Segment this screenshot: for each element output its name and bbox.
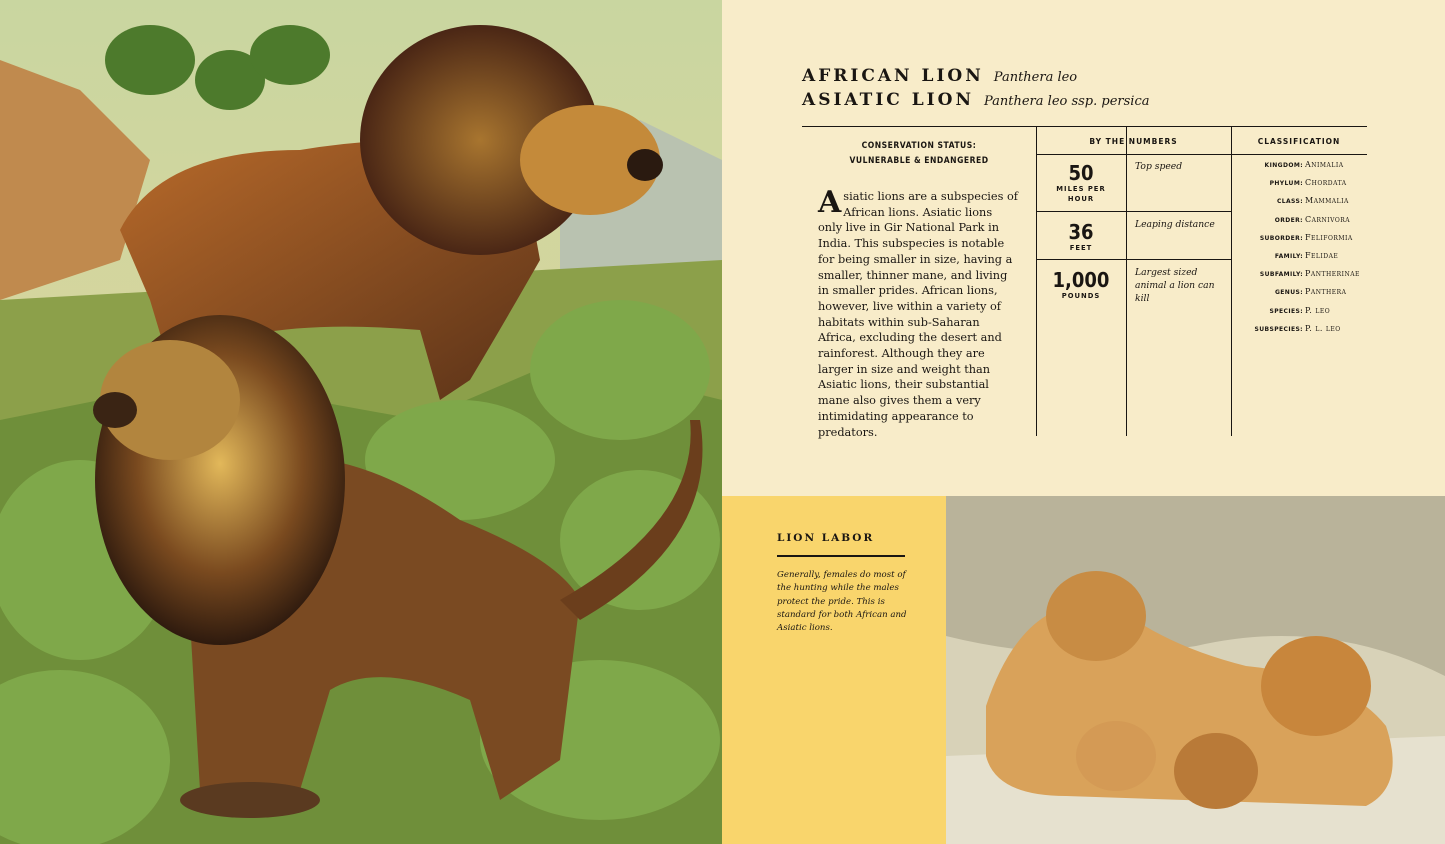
description-text xyxy=(818,185,1018,440)
class-value: Carnivora xyxy=(1305,214,1351,224)
classification-header: CLASSIFICATION xyxy=(1257,137,1341,146)
class-value: Mammalia xyxy=(1305,196,1349,206)
by-the-numbers-header: BY THE NUMBERS xyxy=(1089,137,1178,146)
class-key: SUBORDER: xyxy=(1259,234,1303,242)
stat-leap xyxy=(1036,221,1126,253)
class-suborder xyxy=(1232,233,1367,251)
stat-value: 50 xyxy=(1068,161,1094,185)
common-name: AFRICAN LION xyxy=(802,66,984,86)
row-divider xyxy=(1231,154,1367,155)
class-key: KINGDOM: xyxy=(1264,162,1303,169)
scientific-name: Panthera leo xyxy=(993,70,1078,85)
stat-desc: Largest sized animal a lion can kill xyxy=(1135,267,1215,304)
class-value: Animalia xyxy=(1305,160,1344,169)
class-value: Chordata xyxy=(1305,178,1347,188)
stat-desc: Leaping distance xyxy=(1135,219,1215,230)
class-key: PHYLUM: xyxy=(1269,180,1303,188)
row-divider xyxy=(1036,154,1231,155)
class-value: Pantherinae xyxy=(1305,269,1360,279)
class-key: FAMILY: xyxy=(1274,252,1303,260)
class-subspecies xyxy=(1232,324,1367,342)
stat-unit: FEET xyxy=(1069,244,1093,252)
class-value: P. leo xyxy=(1305,305,1331,315)
class-family xyxy=(1232,251,1367,269)
conservation-status xyxy=(802,139,1036,169)
class-phylum xyxy=(1232,178,1367,196)
conservation-status-value: VULNERABLE & ENDANGERED xyxy=(849,156,989,166)
lion-labor-box xyxy=(722,496,946,844)
stat-unit: HOUR xyxy=(1067,195,1095,203)
stat-speed xyxy=(1036,162,1126,204)
class-class xyxy=(1232,196,1367,214)
lion-labor-text: Generally, females do most of the hunting while the males protect the pride. This is standard for both African and Asiatic lions. xyxy=(777,570,907,634)
lioness-cubs-illustration xyxy=(946,496,1445,844)
class-key: GENUS: xyxy=(1274,289,1303,297)
description-body: siatic lions are a subspecies of African lions. Asiatic lions only live in Gir National Park in India. This subspecies is notable for being smaller in size, having a smaller, thinner mane, and living in smaller prides. African lions, however, live within a variety of habitats within sub-Saharan Africa, excluding the desert and rainforest. Although they are larger in size and weight than Asiatic lions, their substantial mane also gives them a very intimidating appearance to predators. xyxy=(818,190,1018,439)
row-divider xyxy=(1036,211,1231,212)
class-order xyxy=(1232,215,1367,233)
class-key: CLASS: xyxy=(1276,198,1303,206)
class-genus xyxy=(1232,287,1367,305)
class-value: Felidae xyxy=(1305,250,1339,260)
conservation-status-label: CONSERVATION STATUS: xyxy=(861,141,977,151)
species-titles xyxy=(802,66,1150,114)
lions-illustration xyxy=(0,0,722,844)
class-key: SPECIES: xyxy=(1269,307,1303,315)
class-kingdom xyxy=(1232,160,1367,178)
title-asiatic-lion xyxy=(802,90,1150,110)
scientific-name: Panthera leo ssp. persica xyxy=(983,94,1150,109)
divider xyxy=(777,555,905,557)
facts-table xyxy=(802,126,1367,439)
class-value: Feliformia xyxy=(1305,232,1353,242)
stat-value: 36 xyxy=(1068,220,1094,244)
common-name: ASIATIC LION xyxy=(802,90,974,110)
row-divider xyxy=(1036,259,1231,260)
class-value: P. l. leo xyxy=(1305,323,1341,333)
stat-value: 1,000 xyxy=(1052,268,1110,292)
drop-cap: A xyxy=(818,185,842,220)
class-subfamily xyxy=(1232,269,1367,287)
lion-labor-title: LION LABOR xyxy=(777,532,875,544)
stat-unit: POUNDS xyxy=(1061,292,1101,300)
class-species xyxy=(1232,306,1367,324)
stat-unit: MILES PER xyxy=(1056,185,1106,193)
class-key: ORDER: xyxy=(1274,216,1303,224)
class-value: Panthera xyxy=(1305,287,1347,297)
title-african-lion xyxy=(802,66,1150,86)
column-divider xyxy=(1126,127,1127,436)
classification-list xyxy=(1232,160,1367,342)
stat-desc: Top speed xyxy=(1135,161,1183,172)
stat-prey xyxy=(1036,269,1126,301)
class-key: SUBSPECIES: xyxy=(1254,325,1303,333)
class-key: SUBFAMILY: xyxy=(1259,271,1303,279)
